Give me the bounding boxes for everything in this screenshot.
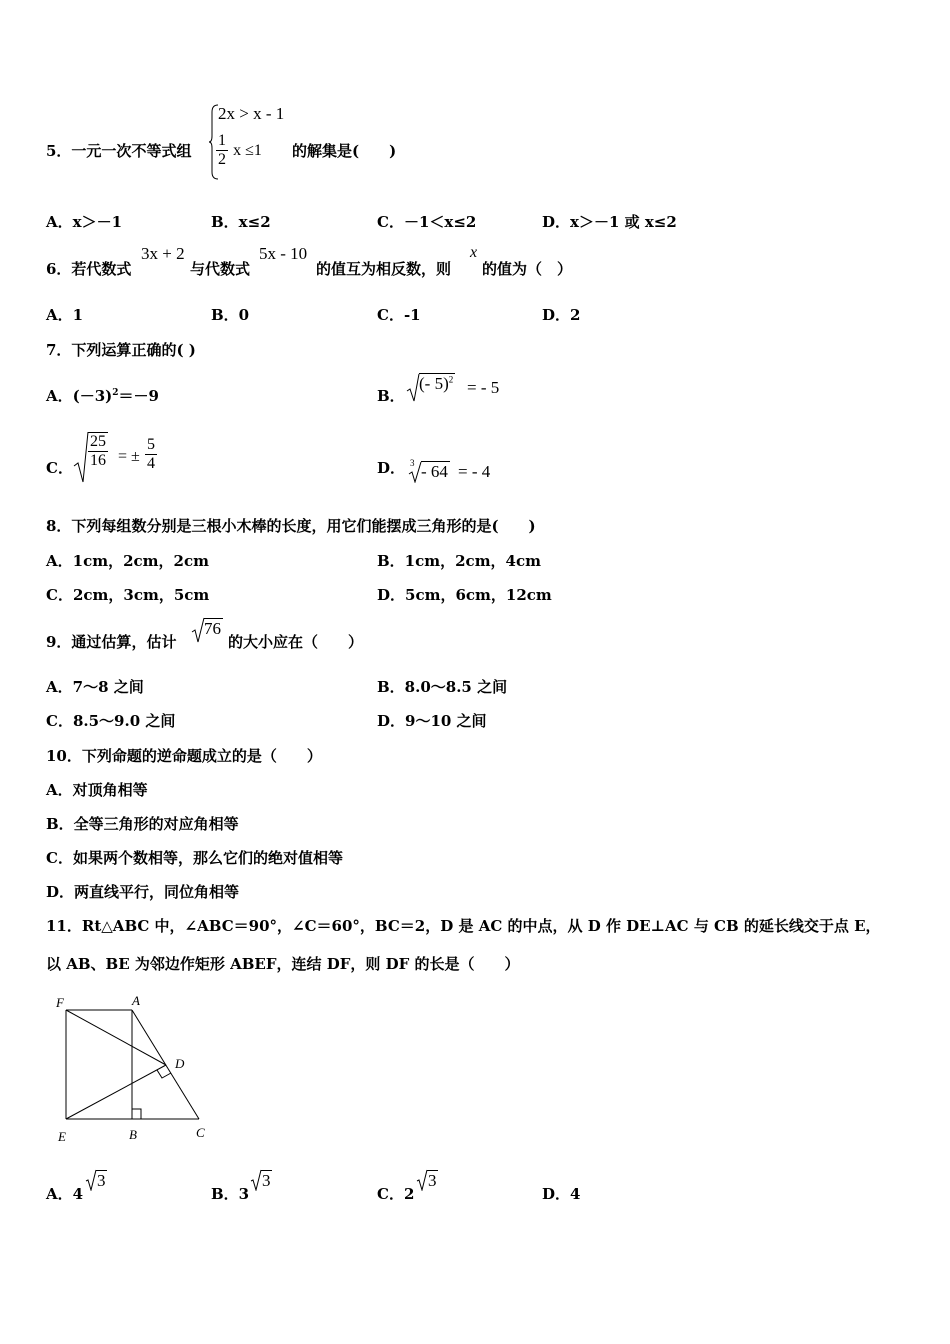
q7-c-radical-sign	[73, 430, 89, 484]
q7-a-label: A．	[46, 387, 73, 405]
q9-radicand: 76	[204, 619, 221, 638]
q5-frac-den: 2	[218, 151, 226, 168]
q6-option-d: D．2	[542, 306, 581, 324]
q8-option-b: B．1cm，2cm，4cm	[377, 552, 542, 570]
q11-option-a: A．4	[46, 1185, 84, 1203]
q7-option-a	[46, 385, 159, 406]
q5-inequality-2	[216, 132, 262, 169]
q7-stem: 7．下列运算正确的( )	[46, 341, 196, 359]
label-E: E	[58, 1129, 66, 1144]
q5-option-a: A．x＞－1	[46, 213, 123, 231]
q10-option-c: C．如果两个数相等，那么它们的绝对值相等	[46, 849, 343, 867]
q7-b-rest: = - 5	[467, 378, 500, 397]
q6-expr-1: 3x + 2	[141, 244, 185, 263]
q11-option-b: B．3	[211, 1185, 250, 1203]
q9-stem-1: 9．通过估算，估计	[46, 633, 177, 651]
q7-a-exp: 2	[112, 388, 119, 398]
q5-option-c: C．－1＜x≤2	[377, 213, 477, 231]
q9-option-d: D．9～10 之间	[377, 712, 487, 730]
q7-d-radical-sign	[408, 461, 422, 483]
q6-stem-2: 与代数式	[190, 260, 251, 278]
label-F: F	[56, 995, 64, 1010]
q6-option-b: B．0	[211, 306, 250, 324]
q5-frac-num: 1	[218, 132, 226, 149]
q10-option-d: D．两直线平行，同位角相等	[46, 883, 240, 901]
q5-stem: 5．一元一次不等式组	[46, 142, 192, 160]
q6-stem-4: 的值为（ ）	[482, 260, 573, 278]
q7-c-rnum: 5	[147, 436, 155, 453]
q5-option-d: D．x＞－1 或 x≤2	[542, 213, 677, 231]
q7-b-radical-sign	[406, 373, 420, 403]
q7-c-frac-box	[88, 432, 108, 470]
q8-option-a: A．1cm，2cm，2cm	[46, 552, 209, 570]
q7-c-rden: 4	[147, 455, 155, 472]
q6-stem-1: 6．若代数式	[46, 260, 132, 278]
label-D: D	[175, 1056, 185, 1071]
segment-ED	[66, 1065, 166, 1119]
q11-geometry-figure	[50, 990, 220, 1150]
q6-expr-2: 5x - 10	[259, 244, 308, 263]
q10-stem: 10．下列命题的逆命题成立的是（ ）	[46, 747, 322, 765]
q8-option-d: D．5cm，6cm，12cm	[377, 586, 552, 604]
q9-option-a: A．7～8 之间	[46, 678, 144, 696]
label-C: C	[196, 1125, 205, 1140]
q5-suffix: 的解集是( )	[292, 142, 397, 160]
q7-c-label: C．	[46, 459, 73, 477]
q6-var: x	[470, 244, 478, 261]
q9-stem-2: 的大小应在（ ）	[228, 633, 364, 651]
label-A: A	[132, 993, 140, 1008]
q9-option-b: B．8.0～8.5 之间	[377, 678, 508, 696]
q9-radical-sign	[191, 617, 205, 643]
right-angle-B	[132, 1109, 141, 1119]
q7-d-label: D．	[377, 459, 406, 477]
q10-option-b: B．全等三角形的对应角相等	[46, 815, 239, 833]
q7-b-rad: (- 5)	[419, 374, 449, 393]
q11-c-radicand: 3	[428, 1171, 437, 1190]
q11-option-c: C．2	[377, 1185, 415, 1203]
q7-a-text: (－3)	[72, 387, 113, 405]
q11-b-radicand: 3	[262, 1171, 271, 1190]
q5-inequality-1: 2x > x - 1	[218, 104, 285, 123]
q8-option-c: C．2cm，3cm，5cm	[46, 586, 210, 604]
q7-d-rad: - 64	[421, 462, 448, 481]
q6-stem-3: 的值互为相反数，则	[316, 260, 452, 278]
q8-stem: 8．下列每组数分别是三根小木棒的长度，用它们能摆成三角形的是( )	[46, 517, 536, 535]
q7-c-den: 16	[90, 452, 106, 469]
q5-ineq2-rest: x ≤1	[233, 142, 262, 159]
segment-FD	[66, 1010, 166, 1065]
q5-option-b: B．x≤2	[211, 213, 271, 231]
q6-option-a: A．1	[46, 306, 84, 324]
q9-option-c: C．8.5～9.0 之间	[46, 712, 176, 730]
q6-option-c: C．-1	[377, 306, 421, 324]
q7-c-eq: = ±	[118, 448, 140, 465]
q7-a-rest: ＝－9	[118, 387, 159, 405]
q7-b-radicand	[419, 373, 455, 394]
q7-d-rest: = - 4	[458, 462, 491, 481]
right-angle-D	[157, 1070, 171, 1078]
q11-stem-line-2: 以 AB、BE 为邻边作矩形 ABEF，连结 DF，则 DF 的长是（ ）	[46, 955, 520, 973]
q11-option-d: D．4	[542, 1185, 581, 1203]
q7-d-index: 3	[410, 458, 415, 468]
q7-b-exp: 2	[448, 374, 454, 385]
q7-b-label: B．	[377, 387, 405, 405]
q11-stem-line-1: 11．Rt△ABC 中，∠ABC＝90°，∠C＝60°，BC＝2，D 是 AC 的中点，从 D 作 DE⊥AC 与 CB 的延长线交于点 E，	[46, 917, 881, 935]
q7-c-rhs	[145, 436, 157, 473]
q10-option-a: A．对顶角相等	[46, 781, 148, 799]
q11-a-radicand: 3	[97, 1171, 106, 1190]
q7-c-num: 25	[90, 433, 106, 450]
label-B: B	[129, 1127, 137, 1142]
